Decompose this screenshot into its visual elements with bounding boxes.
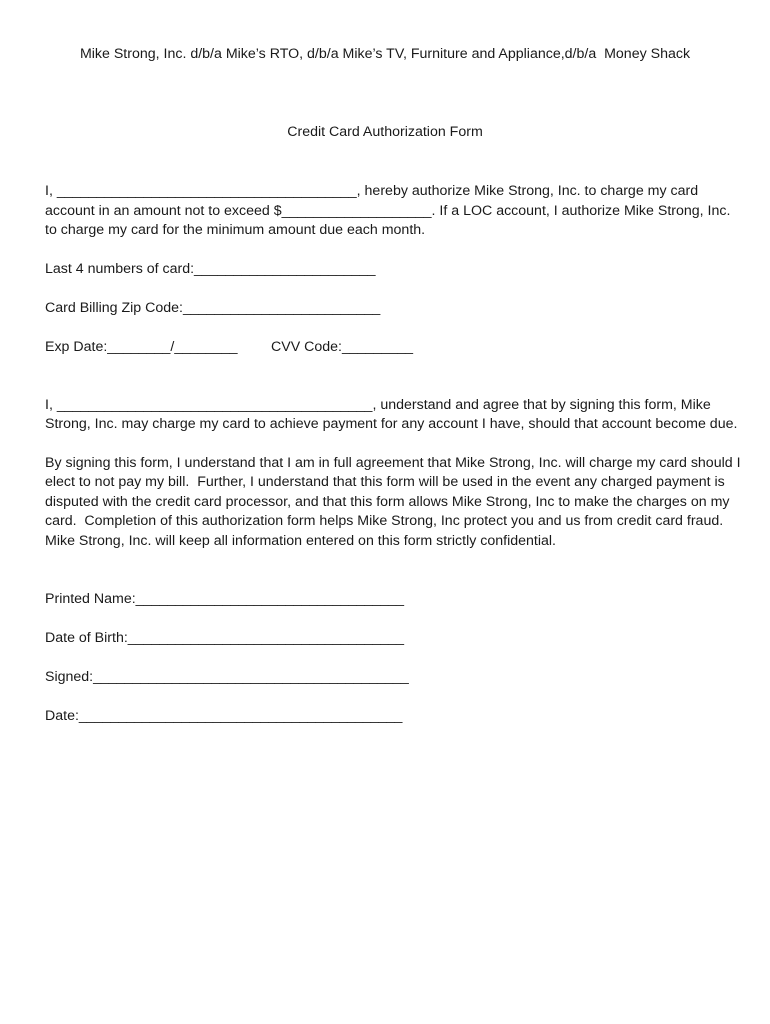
printed-name-field: Printed Name:__________________________________ (45, 591, 404, 607)
terms-line-5: Mike Strong, Inc. will keep all information entered on this form strictly confidential. (45, 533, 556, 549)
card-last4-field: Last 4 numbers of card:_______________________ (45, 261, 376, 277)
agreement-line-2: Strong, Inc. may charge my card to achieve payment for any account I have, should that account become due. (45, 416, 738, 432)
form-title: Credit Card Authorization Form (287, 124, 483, 140)
authorization-line-1: I, ______________________________________, hereby authorize Mike Strong, Inc. to charge my card (45, 183, 699, 199)
date-field: Date:_________________________________________ (45, 708, 403, 724)
exp-date-field: Exp Date:________/________ (45, 339, 238, 355)
agreement-line-1: I, ________________________________________, understand and agree that by signing this form, Mike (45, 397, 711, 413)
authorization-line-3: to charge my card for the minimum amount due each month. (45, 222, 426, 238)
terms-line-1: By signing this form, I understand that I am in full agreement that Mike Strong, Inc. will charge my card should I (45, 455, 741, 471)
signed-field: Signed:________________________________________ (45, 669, 409, 685)
terms-line-2: elect to not pay my bill. Further, I understand that this form will be used in the event any charged payment is (45, 474, 725, 490)
cvv-code-field: CVV Code:_________ (271, 339, 413, 355)
terms-line-3: disputed with the credit card processor, and that this form allows Mike Strong, Inc to make the charges on my (45, 494, 730, 510)
terms-line-4: card. Completion of this authorization form helps Mike Strong, Inc protect you and us from credit card fraud. (45, 513, 724, 529)
date-of-birth-field: Date of Birth:___________________________________ (45, 630, 404, 646)
company-header: Mike Strong, Inc. d/b/a Mike’s RTO, d/b/a Mike’s TV, Furniture and Appliance,d/b/a Money Shack (79, 46, 691, 62)
authorization-line-2: account in an amount not to exceed $___________________. If a LOC account, I authorize Mike Strong, Inc. (45, 203, 731, 219)
billing-zip-field: Card Billing Zip Code:_________________________ (45, 300, 381, 316)
